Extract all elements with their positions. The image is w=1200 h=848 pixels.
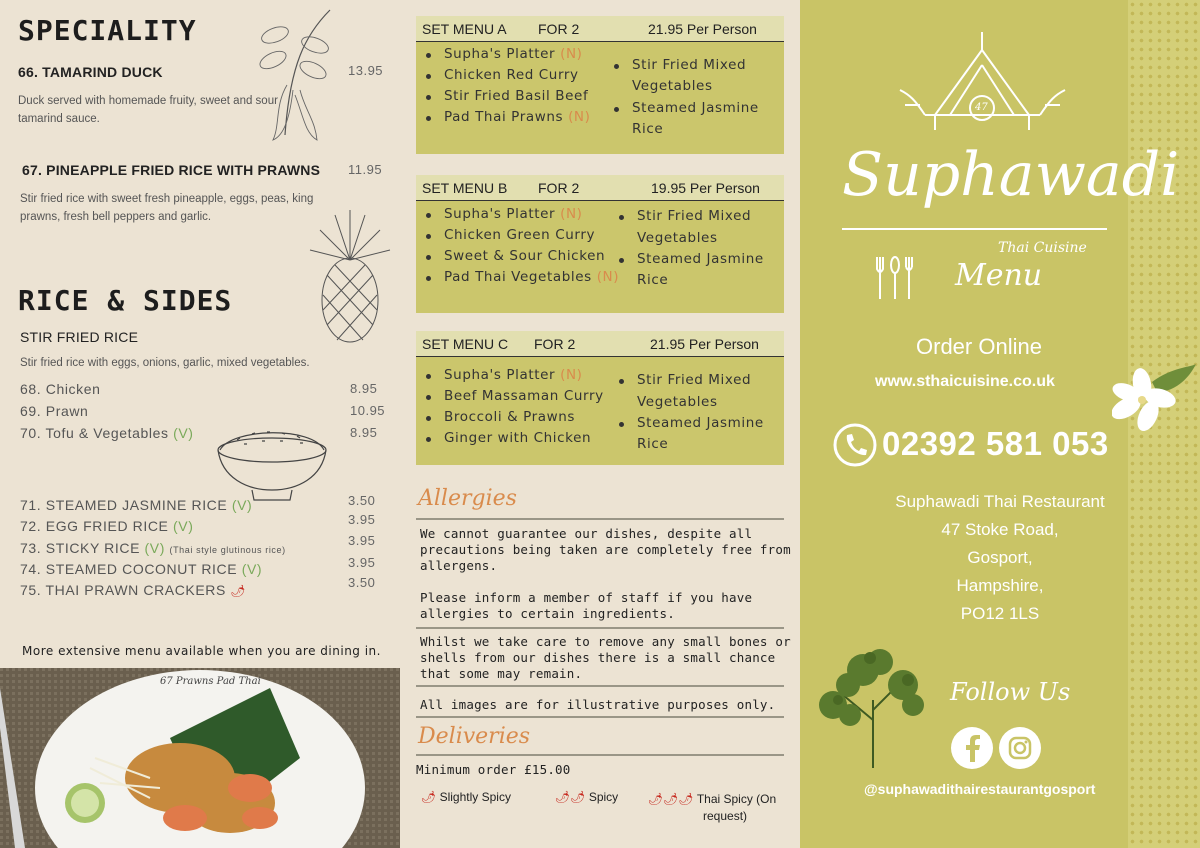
menu-word: Menu [955,258,1043,293]
set-menu-price: 21.95 Per Person [650,336,759,352]
divider [842,228,1107,230]
allergy-paragraph-3: Whilst we take care to remove any small bones or shells from our dishes there is a small chance that some may remain. [420,634,791,681]
illustrative-note: All images are for illustrative purposes only. [420,697,776,712]
nut-tag: (N) [596,269,620,285]
divider [416,716,784,718]
instagram-icon[interactable] [998,726,1042,770]
list-item: Steamed Jasmine [637,415,764,431]
vegetarian-tag: (V) [241,561,263,577]
list-item: Beef Massaman Curry [444,388,604,404]
list-item-price: 3.95 [348,533,376,548]
item-66-price: 13.95 [348,63,384,78]
list-item: Chicken Red Curry [444,67,579,83]
set-menu-price: 21.95 Per Person [648,21,757,37]
pad-thai-photo [0,668,400,848]
item-66-desc: Duck served with homemade fruity, sweet and sour tamarind sauce. [18,95,278,125]
vegetarian-tag: (V) [173,518,194,534]
list-item-price: 10.95 [350,403,386,418]
list-item: Chicken Green Curry [444,227,596,243]
address: Suphawadi Thai Restaurant 47 Stoke Road, Gosport, Hampshire, PO12 1LS [895,492,1105,623]
list-item: Pad Thai Prawns (N) [444,109,591,125]
stir-fried-rice-subheading: STIR FRIED RICE [20,329,139,345]
list-item: Supha's Platter (N) [444,367,583,383]
list-item: Rice [637,436,669,452]
divider [416,518,784,520]
vegetarian-tag: (V) [231,497,253,513]
allergy-paragraph-2: Please inform a member of staff if you have allergies to certain ingredients. [420,590,753,621]
list-item: Steamed Jasmine [637,251,764,267]
list-item: Vegetables [632,78,713,94]
allergy-paragraph-1: We cannot guarantee our dishes, despite all precautions being taken are completely free from allergens. [420,526,791,573]
nut-tag: (N) [560,367,583,383]
chili-icon: 🌶 [421,790,437,804]
minimum-order: Minimum order £15.00 [416,762,571,777]
list-item: Rice [632,121,664,137]
pineapple-illustration [305,205,395,345]
dining-in-note: More extensive menu available when you are dining in. [22,644,381,658]
nut-tag: (N) [560,46,583,62]
list-item: Pad Thai Vegetables (N) [444,269,620,285]
set-menu-header [416,331,784,357]
divider [416,627,784,629]
brand-name: Suphawadi [842,140,1180,210]
list-item: Ginger with Chicken [444,430,592,446]
rice-bowl-illustration [212,408,332,503]
jasmine-flower-icon [1112,362,1198,442]
allergies-heading: Allergies [418,486,517,511]
temple-logo-icon [895,30,1070,140]
set-menu-header [416,16,784,42]
spice-key-thai-line2: request) [703,809,748,823]
left-panel [0,0,400,848]
list-item: Supha's Platter (N) [444,206,583,222]
facebook-icon[interactable] [950,726,994,770]
set-menu-a [416,16,784,154]
brand-subtitle: Thai Cuisine [998,240,1087,256]
list-item: Steamed Jasmine [632,100,759,116]
spice-key-slightly: 🌶 Slightly Spicy [421,790,511,804]
spice-key-spicy: 🌶🌶 Spicy [555,790,619,804]
set-menu-c [416,331,784,465]
vegetarian-tag: (V) [144,540,165,556]
list-item: 71. STEAMED JASMINE RICE (V) [20,497,253,513]
list-item: 69. Prawn [20,403,89,419]
speciality-heading: SPECIALITY [18,14,197,47]
divider [416,754,784,756]
list-item: Broccoli & Prawns [444,409,576,425]
list-item: Stir Fried Basil Beef [444,88,589,104]
list-item: 73. STICKY RICE (V) (Thai style glutinous rice) [20,540,286,556]
list-item: Stir Fried Mixed [637,208,752,224]
list-item: 68. Chicken [20,381,101,397]
stir-fried-rice-desc: Stir fried rice with eggs, onions, garlic, mixed vegetables. [20,357,310,369]
chili-icon: 🌶🌶🌶 [648,792,694,806]
nut-tag: (N) [560,206,583,222]
coriander-illustration [818,640,928,770]
list-item: Vegetables [637,230,718,246]
list-item: Vegetables [637,394,718,410]
badge-number: 47 [975,102,988,113]
list-item-price: 8.95 [350,425,378,440]
divider [416,685,784,687]
phone-number[interactable]: 02392 581 053 [882,425,1109,462]
sticky-rice-note: (Thai style glutinous rice) [169,545,286,555]
item-67-desc: Stir fried rice with sweet fresh pineapple, eggs, peas, king prawns, fresh bell peppers and garlic. [20,193,314,223]
list-item: Stir Fried Mixed [637,372,752,388]
chili-icon: 🌶🌶 [555,790,586,804]
follow-us-label: Follow Us [950,678,1071,706]
item-67-price: 11.95 [348,162,383,177]
spice-key-thai: 🌶🌶🌶 Thai Spicy (On [648,792,777,806]
list-item-price: 3.50 [348,493,376,508]
list-item-price: 8.95 [350,381,378,396]
deliveries-heading: Deliveries [418,724,531,749]
list-item: 72. EGG FRIED RICE (V) [20,518,194,534]
set-menu-price: 19.95 Per Person [651,180,760,196]
order-online-label: Order Online [916,334,1042,359]
list-item: Sweet & Sour Chicken [444,248,606,264]
set-menu-name: SET MENU B [422,180,508,196]
cutlery-icon [875,255,917,301]
chili-icon: 🌶 [230,584,247,598]
rice-sides-heading: RICE & SIDES [18,284,233,317]
set-menu-name: SET MENU C [422,336,509,352]
set-menu-for: FOR 2 [538,21,580,37]
set-menu-for: FOR 2 [538,180,580,196]
photo-caption: 67 Prawns Pad Thai [160,676,261,687]
list-item: 75. THAI PRAWN CRACKERS 🌶 [20,582,247,598]
set-menu-b [416,175,784,313]
list-item-price: 3.50 [348,575,376,590]
list-item: Stir Fried Mixed [632,57,747,73]
phone-icon [832,422,878,468]
set-menu-header [416,175,784,201]
nut-tag: (N) [568,109,591,125]
list-item: 70. Tofu & Vegetables (V) [20,425,194,441]
item-67-title: 67. PINEAPPLE FRIED RICE WITH PRAWNS [22,162,321,178]
set-menu-for: FOR 2 [534,336,576,352]
website-link[interactable]: www.sthaicuisine.co.uk [875,373,1055,390]
list-item: Rice [637,272,669,288]
item-66-title: 66. TAMARIND DUCK [18,64,163,80]
list-item-price: 3.95 [348,512,376,527]
social-handle[interactable]: @suphawadithairestaurantgosport [864,781,1096,797]
list-item-price: 3.95 [348,555,376,570]
list-item: Supha's Platter (N) [444,46,583,62]
vegetarian-tag: (V) [173,425,194,441]
list-item: 74. STEAMED COCONUT RICE (V) [20,561,263,577]
set-menu-name: SET MENU A [422,21,507,37]
